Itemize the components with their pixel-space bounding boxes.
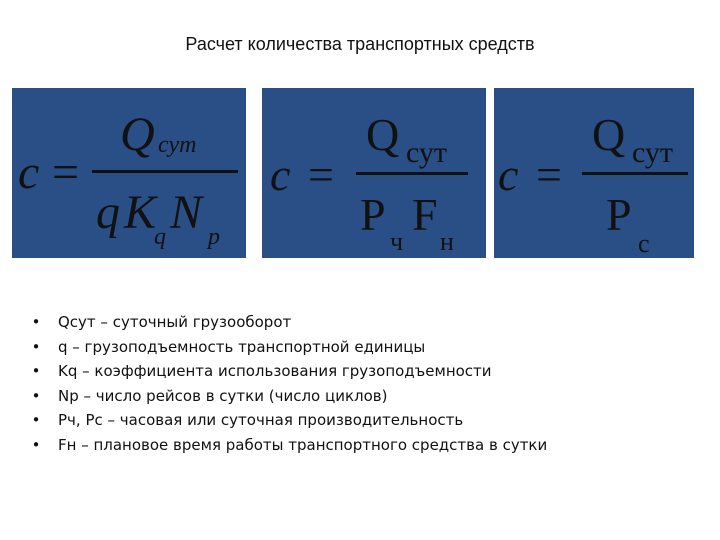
- formula-denominator-subscript: ч: [390, 227, 404, 256]
- definition-text: Np – число рейсов в сутки (число циклов): [58, 386, 388, 405]
- formula-panel-3: [494, 88, 694, 258]
- definition-text: Fн – плановое время работы транспортного средства в сутки: [58, 435, 548, 454]
- definition-text: Kq – коэффициента использования грузоподъемности: [58, 362, 492, 380]
- formula-denominator-subscript: q: [154, 224, 166, 250]
- formula-equals: =: [536, 149, 562, 200]
- formula-denominator-subscript: c: [638, 229, 650, 258]
- list-item: [30, 384, 547, 409]
- bullet: •: [31, 313, 41, 331]
- fraction-bar: [356, 172, 468, 175]
- formula-denominator-term: P: [606, 189, 632, 240]
- formula-denominator-term: F: [412, 189, 438, 240]
- formula-equals: =: [52, 146, 80, 199]
- formula-denominator-subscript: p: [208, 224, 220, 250]
- formula-numerator: Q: [592, 109, 626, 160]
- list-item: [30, 335, 547, 360]
- definition-text: q – грузоподъемность транспортной единицы: [58, 337, 426, 356]
- bullet: •: [31, 411, 41, 429]
- bullet: •: [31, 386, 41, 405]
- formula-denominator-term: K: [124, 186, 157, 239]
- formula-lhs: c: [270, 149, 291, 200]
- definitions-list: [30, 310, 547, 457]
- formula-denominator-term: N: [170, 186, 203, 239]
- list-item: [30, 408, 547, 433]
- formula-panel-2: [262, 88, 486, 258]
- formula-denominator-subscript: н: [440, 227, 454, 256]
- formula-panel-1: [12, 88, 246, 258]
- formula-lhs: c: [18, 146, 40, 199]
- list-item: [30, 433, 547, 458]
- formula-numerator: Q: [120, 108, 155, 161]
- fraction-bar: [92, 170, 238, 173]
- bullet: •: [31, 337, 41, 356]
- formula-numerator-subscript: сут: [158, 132, 197, 158]
- bullet: •: [31, 435, 41, 454]
- definition-text: Pч, Pc – часовая или суточная производительность: [58, 411, 464, 429]
- formula-numerator: Q: [366, 109, 400, 160]
- formula-lhs: c: [498, 149, 519, 200]
- bullet: •: [31, 362, 41, 380]
- formula-denominator-term: P: [360, 189, 386, 240]
- list-item: [30, 310, 547, 335]
- list-item: [30, 359, 547, 384]
- formula-numerator-subscript: сут: [406, 136, 448, 169]
- formula-denominator-term: q: [96, 186, 120, 239]
- formula-1: [12, 88, 246, 258]
- formula-numerator-subscript: сут: [632, 136, 674, 169]
- slide-title: Расчет количества транспортных средств: [185, 34, 535, 54]
- formula-equals: =: [308, 149, 334, 200]
- formula-3: [494, 88, 694, 258]
- fraction-bar: [582, 172, 688, 175]
- formula-2: [262, 88, 486, 258]
- definition-text: Qсут – суточный грузооборот: [58, 313, 292, 331]
